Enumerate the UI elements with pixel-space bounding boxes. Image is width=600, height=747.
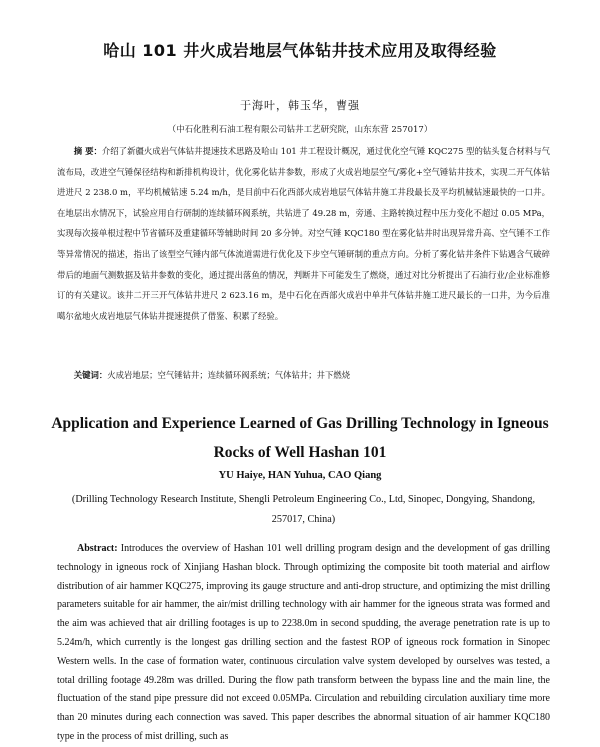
chinese-abstract	[57, 141, 550, 326]
english-authors: YU Haiye, HAN Yuhua, CAO Qiang	[218, 470, 382, 481]
english-abstract-text: Introduces the overview of Hashan 101 well drilling program design and the development of gas drilling technology in igneous rock of Xinjiang Hashan block. Through optimizing the composite bit tooth material and airflow distribution of air hammer KQC275, improving its gauge structure and anti-drop structure, and optimizing the mist drilling parameters suitable for air hammer, the air/mist drilling technology with air hammer for the igneous strata was formed and the aim was achieved that air drilling footages is up to 2238.0m in second spudding, the average penetration rate is up to 5.24m/h, which currently is the longest gas drilling section and the fastest ROP of igneous rock formation in Sinopec Western wells. In the case of formation water, continuous circulation valve system developed by ourselves was tested, a total drilling footage 49.28m was drilled. During the flow path transform between the bypass line and the main line, the fluctuation of the stand pipe pressure did not exceed 0.05MPa. Circulation and rebuilding circulation auxiliary time more than 20 minutes during each connection was saved. This paper describes the abnormal situation of air hammer KQC180 type in the process of mist drilling, such as	[57, 543, 550, 742]
chinese-keywords-label: 关键词：	[73, 370, 108, 380]
english-title-line-2: Rocks of Well Hashan 101	[213, 444, 387, 461]
chinese-abstract-label: 摘 要：	[73, 146, 102, 156]
english-abstract-label: Abstract:	[77, 543, 118, 554]
chinese-keywords	[57, 368, 550, 382]
chinese-keywords-text: 火成岩地层；空气锤钻井；连续循环阀系统；气体钻井；井下燃烧	[107, 370, 351, 380]
english-affiliation: (Drilling Technology Research Institute, Shengli Petroleum Engineering Co., Ltd, Sinopec, Dongying, Shandong, 257017, China)	[71, 494, 536, 525]
english-title-line-1: Application and Experience Learned of Gas Drilling Technology in Igneous	[51, 415, 549, 432]
chinese-authors: 于海叶，韩玉华，曹强	[240, 99, 360, 112]
chinese-abstract-text: 介绍了新疆火成岩气体钻井提速技术思路及哈山 101 井工程设计概况，通过优化空气锤 KQC275 型的钻头复合材料与气流布局，改进空气锤保径结构和新排机构设计，优化雾化钻井参数，形成了火成岩地层空气/雾化+空气锤钻井技术，实现二开气体钻进进尺 2 238.0 m，平均机械钻速 5.24 m/h，是目前中石化西部火成岩地层气体钻井施工井段最长及平均机械钻速最快的一口井。在地层出水情况下，试验应用自行研制的连续循环阀系统，共钻进了 49.28 m，旁通、主路转换过程中压力变化不超过 0.05 MPa，实现每次接单根过程中节省循环及重建循环等辅助时间 20 多分钟。对空气锤 KQC180 型在雾化钻井时出现异常升高、空气锤不工作等异常情况的描述，指出了该型空气锤内部气体流道需进行优化及下步空气锤研制的重点方向。分析了雾化钻井条件下钻遇含气破碎带后的地面气测数据及钻井参数的变化，通过提出落鱼的情况，判断井下可能发生了燃烧，通过对比分析提出了石油行业/企业标准修订的有关建议。该井二开三开气体钻井进尺 2 623.16 m，是中石化在西部火成岩中单井气体钻井施工进尺最长的一口井，为今后准噶尔盆地火成岩地层气体钻井提速提供了借鉴、积累了经验。	[57, 146, 550, 321]
chinese-affiliation: （中石化胜利石油工程有限公司钻井工艺研究院，山东东营 257017）	[167, 125, 433, 135]
chinese-title: 哈山 101 井火成岩地层气体钻井技术应用及取得经验	[103, 41, 497, 60]
english-abstract	[57, 540, 550, 747]
english-title	[0, 409, 600, 467]
